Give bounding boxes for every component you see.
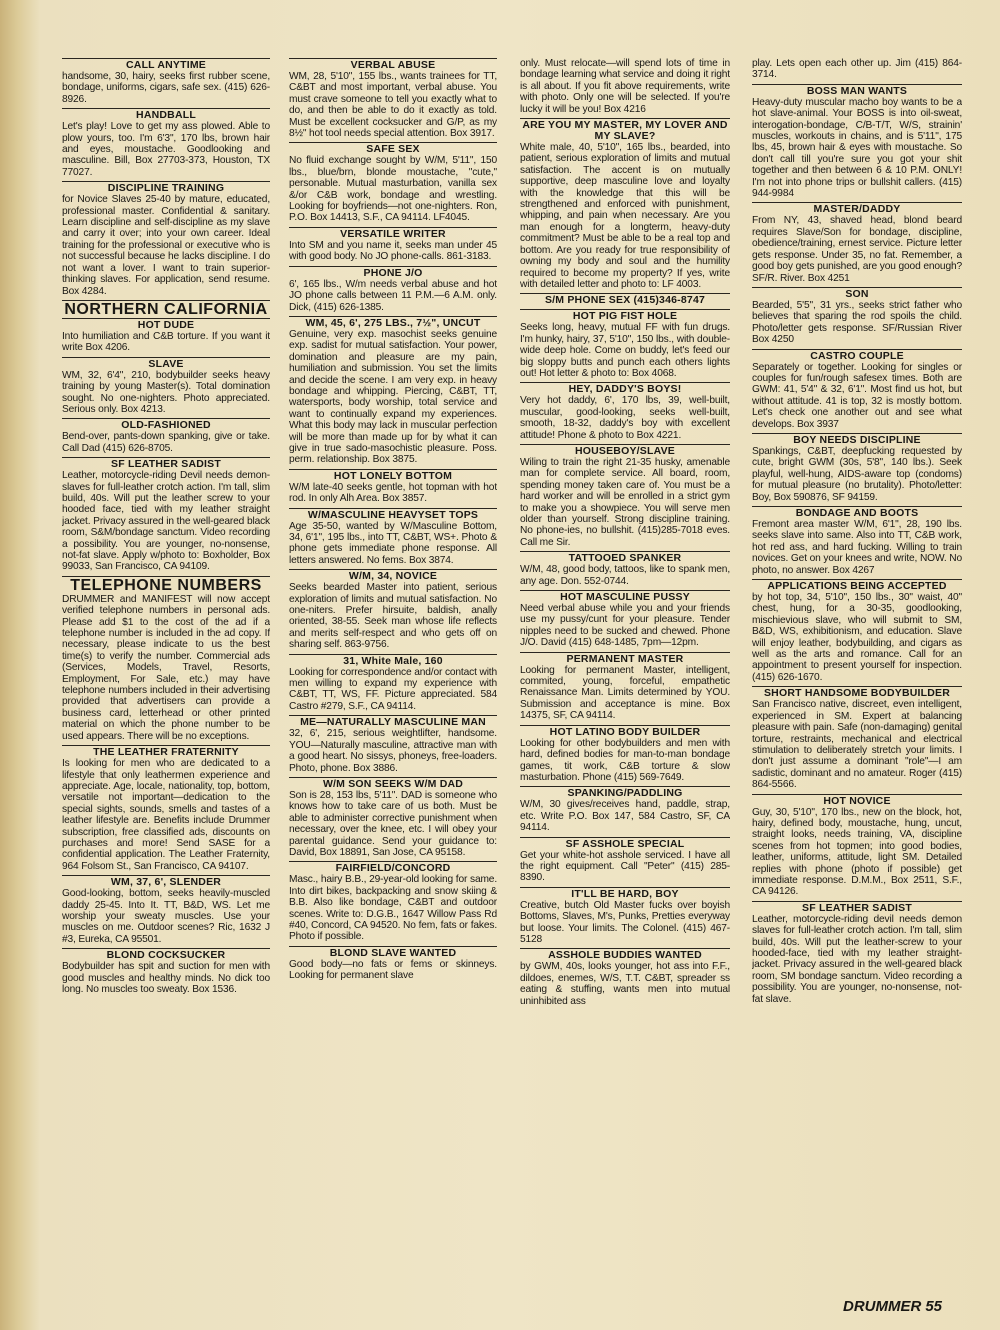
classified-ad — [520, 293, 730, 306]
ad-heading: SF ASSHOLE SPECIAL — [520, 837, 730, 850]
ad-heading: OLD-FASHIONED — [62, 418, 270, 431]
classified-ad — [62, 745, 270, 872]
classified-ad — [289, 58, 497, 139]
page-footer — [839, 1298, 942, 1315]
ad-body: Creative, butch Old Master fucks over boyish Bottoms, Slaves, M's, Punks, Pretties everyway but loose. Your limits. The Colonel. (415) 467-5128 — [520, 899, 730, 945]
ad-body: Separately or together. Looking for singles or couples for fun/rough safesex times. Both are GWM: 41, 5'4" & 32, 6'1". Most find us hot, but without attitude. 41 is top, 32 is mostly bottom. Let's check one another out and see what develops. Box 3937 — [752, 361, 962, 430]
ad-body: Get your white-hot asshole serviced. I have all the right equipment. Call "Peter" (415) 285-8390. — [520, 849, 730, 884]
ad-heading: MASTER/DADDY — [752, 202, 962, 215]
ad-heading: VERBAL ABUSE — [289, 58, 497, 71]
ad-heading: BLOND SLAVE WANTED — [289, 946, 497, 959]
ad-body: Into humiliation and C&B torture. If you want it write Box 4206. — [62, 330, 270, 354]
ad-heading: SAFE SEX — [289, 142, 497, 155]
ad-heading: W/MASCULINE HEAVYSET TOPS — [289, 508, 497, 521]
classified-ad — [752, 506, 962, 576]
ad-heading: HOUSEBOY/SLAVE — [520, 444, 730, 457]
ad-heading: CASTRO COUPLE — [752, 349, 962, 362]
classified-ad — [752, 579, 962, 683]
ad-body: Very hot daddy, 6', 170 lbs, 39, well-built, muscular, good-looking, seeks well-built, smooth, 18-32, daddy's boy with excellent attitude! Phone & photo to Box 4221. — [520, 395, 730, 441]
ad-heading: BLOND COCKSUCKER — [62, 948, 270, 961]
classified-ad — [62, 875, 270, 945]
ad-body: DRUMMER and MANIFEST will now accept verified telephone numbers in personal ads. Please add $1 to the cost of the ad if a telephone number is included in the ad copy. If necessary, please indicate to us the best time(s) to verify the number. Commercial ads (Services, Models, Travel, Resorts, Employment, For Sale, etc.) may have telephone numbers included in their advertising provided that advertisers can provide a business card, letterhead or other printed material on which the phone number to be used appears. There will be no exceptions. — [62, 593, 270, 742]
ad-heading: WM, 45, 6', 275 LBS., 7½", UNCUT — [289, 316, 497, 329]
classified-ad — [62, 181, 270, 297]
ad-body: Good body—no fats or fems or skinneys. Looking for permanent slave — [289, 958, 497, 982]
ad-heading: ME—NATURALLY MASCULINE MAN — [289, 715, 497, 728]
ad-body: Seeks bearded Master into patient, serious exploration of limits and mutual satisfaction. No one-niters. Prefer hirsuite, baldish, anally oriented, 38-55. Seek man whose life reflects and merits self-respect and who gets off on sharing self. 863-9756. — [289, 582, 497, 651]
classified-ad — [289, 946, 497, 982]
page-number: 55 — [925, 1298, 942, 1315]
ad-heading: ARE YOU MY MASTER, MY LOVER AND MY SLAVE? — [520, 118, 730, 142]
section-heading: NORTHERN CALIFORNIA — [62, 300, 270, 318]
classified-ad — [752, 686, 962, 790]
classified-ad — [289, 142, 497, 223]
ad-body: Bend-over, pants-down spanking, give or take. Call Dad (415) 626-8705. — [62, 431, 270, 454]
classified-ad — [289, 715, 497, 774]
ad-body: W/M, 30 gives/receives hand, paddle, strap, etc. Write P.O. Box 147, 584 Castro, SF, CA 94114. — [520, 799, 730, 834]
classified-ad — [289, 508, 497, 567]
classified-ad — [289, 861, 497, 942]
ad-body: Fremont area master W/M, 6'1", 28, 190 lbs. seeks slave into same. Also into TT, C&B work, hot red ass, and hard fucking. Willing to train novices. Get on your knees and write, NOW. No photo, no answer. Box 4267 — [752, 519, 962, 576]
ad-body: No fluid exchange sought by W/M, 5'11", 150 lbs., blue/brn, blonde moustache, "cute," personable. Mutual masturbation, vanilla sex &/or C&B work, bondage and wrestling. Looking for boyfriends—not one-nighters. Ron, P.O. Box 14413, S.F., CA 94114. LF4045. — [289, 155, 497, 224]
ad-heading: PERMANENT MASTER — [520, 652, 730, 665]
classified-ad — [520, 58, 730, 115]
classified-ad — [520, 948, 730, 1007]
ad-body: Let's play! Love to get my ass plowed. Able to plow yours, too. I'm 6'3", 170 lbs, brown hair and eyes, moustache. Goodlooking and masculine. Bill, Box 27703-373, Houston, TX 77027. — [62, 121, 270, 178]
classified-ad — [752, 433, 962, 503]
classified-ad — [752, 349, 962, 430]
ad-heading: DISCIPLINE TRAINING — [62, 181, 270, 194]
ad-heading: APPLICATIONS BEING ACCEPTED — [752, 579, 962, 592]
ad-body: Masc., hairy B.B., 29-year-old looking for same. Into dirt bikes, backpacking and snow skiing & B.B. Also like bondage, C&BT and outdoor scenes. Write to: D.G.B., 1647 Willow Pass Rd #40, Concord, CA 94520. No fem, fats or fakes. Photo if possible. — [289, 874, 497, 943]
classified-ad — [62, 108, 270, 178]
ad-heading: FAIRFIELD/CONCORD — [289, 861, 497, 874]
ad-heading: HEY, DADDY'S BOYS! — [520, 382, 730, 395]
classified-ad — [62, 318, 270, 354]
ad-heading: PHONE J/O — [289, 266, 497, 279]
classified-ad — [62, 357, 270, 416]
ad-body: WM, 28, 5'10", 155 lbs., wants trainees for TT, C&BT and most important, verbal abuse. You must crave someone to tell you exactly what to do, and then be able to do it exactly as told. Must be excellent cocksucker and G/P, as my 8½" hot tool needs special attention. Box 3917. — [289, 71, 497, 140]
ad-body: Into SM and you name it, seeks man under 45 with good body. No JO phone-calls. 861-3183. — [289, 239, 497, 263]
classified-ad — [752, 287, 962, 346]
ad-body: by hot top, 34, 5'10", 150 lbs., 30" waist, 40" chest, hung, for a 30-35, goodlooking, mischievious slave, who will submit to SM, B&D, WS, exhibitionism, and education. Slave will enjoy leather, bodybuilding, and cigars as well as the arts and romance. Call for an appointment to present yourself for inspection. (415) 626-1670. — [752, 592, 962, 683]
ad-heading: HOT NOVICE — [752, 794, 962, 807]
classified-ad — [289, 469, 497, 505]
classified-ad — [62, 418, 270, 454]
ad-body: White male, 40, 5'10", 165 lbs., bearded, into patient, serious exploration of limits and mutual satisfaction. The accent is on mutually supportive, deep masculine love and loyalty with the knowledge that this will be strengthened and enforced with punishment, whipping, and pain when necessary. Are you man enough for a longterm, heavy-duty commitment? Must be able to be a real top and bottom. Are you ready for true responsibility of owning my body and soul and the humility required to become my property? If yes, write with detailed letter and photo to: LF 4003. — [520, 142, 730, 290]
classified-ad — [520, 382, 730, 441]
classified-ad — [289, 266, 497, 313]
column-4 — [752, 58, 962, 1008]
ad-body: Seeks long, heavy, mutual FF with fun drugs. I'm hunky, hairy, 37, 5'10", 150 lbs., with double-wide deep hole. Come on buddy, let's feed our big sloppy butts and punch each others lights out! Hot letter & photo to: Box 4068. — [520, 322, 730, 379]
ad-body: 6', 165 lbs., W/m needs verbal abuse and hot JO phone calls between 11 P.M.—6 A.M. only. Dick, (415) 626-1385. — [289, 278, 497, 313]
ad-body: Bodybuilder has spit and suction for men with good muscles and healthy minds. No dick too long. No muscles too sweaty. Box 1536. — [62, 961, 270, 995]
ad-body: Leather, motorcycle-riding Devil needs demon-slaves for full-leather crotch action. I'm tall, slim build, 40s. Will put the leather screw to your hooded face, tied with my leather straight jacket. Privacy assured in the well-geared black room, S&M/bondage sanctum. Video recording a possibility. You are younger, no-nonsense, not-fat slave. Apply w/photo to: Boxholder, Box 99033, San Francisco, CA 94109. — [62, 470, 270, 573]
ad-body: Looking for permanent Master, intelligent, commited, young, forceful, empathetic Renaissance Man. Limits determined by YOU. Submission and acceptance is mine. Box 14375, SF, CA 94114. — [520, 664, 730, 722]
ad-heading: BOSS MAN WANTS — [752, 84, 962, 97]
ad-heading: THE LEATHER FRATERNITY — [62, 745, 270, 758]
classified-ad — [520, 725, 730, 784]
ad-heading: S/M PHONE SEX (415)346-8747 — [520, 293, 730, 306]
ad-heading: TATTOOED SPANKER — [520, 551, 730, 564]
ad-heading: BOY NEEDS DISCIPLINE — [752, 433, 962, 446]
ad-body: Looking for other bodybuilders and men with hard, defined bodies for man-to-man bondage games, tit work, C&B torture & slow masturbation. Phone (415) 569-7649. — [520, 737, 730, 783]
ad-heading: SF LEATHER SADIST — [752, 901, 962, 914]
ad-heading: WM, 37, 6', SLENDER — [62, 875, 270, 888]
ad-heading: SHORT HANDSOME BODYBUILDER — [752, 686, 962, 699]
classified-ad — [289, 316, 497, 466]
classified-ad — [62, 948, 270, 995]
ad-heading: HOT MASCULINE PUSSY — [520, 590, 730, 603]
ad-heading: VERSATILE WRITER — [289, 227, 497, 240]
classified-ad — [62, 457, 270, 573]
column-3 — [520, 58, 730, 1010]
ad-body: Looking for correspondence and/or contact with men willing to expand my experience with C&BT, TT, WS, FF. Picture appreciated. 584 Castro #279, S.F., CA 94114. — [289, 666, 497, 712]
ad-body: Need verbal abuse while you and your friends use my pussy/cunt for your pleasure. Tender nipples need to be sucked and chewed. Phone J/O. David (415) 648-1485, 7pm—12pm. — [520, 603, 730, 649]
classified-ad — [289, 654, 497, 713]
classified-ad — [289, 227, 497, 263]
classified-ad — [752, 794, 962, 898]
ad-heading: HOT LATINO BODY BUILDER — [520, 725, 730, 738]
ad-heading: W/M SON SEEKS W/M DAD — [289, 777, 497, 790]
ad-body: Guy, 30, 5'10", 170 lbs., new on the block, hot, hairy, defined body, moustache, hung, uncut, straight looks, needs training, VA, discipline scenes from hot topmen; into good bodies, leather, uniforms, attitude, light SM. Detailed replies with phone (photo if possible) get immediate response. D.M.M., Box 2511, S.F., CA 94126. — [752, 806, 962, 898]
section-heading: TELEPHONE NUMBERS — [62, 576, 270, 594]
ad-body: play. Lets open each other up. Jim (415) 864-3714. — [752, 58, 962, 81]
classified-ad — [752, 202, 962, 283]
classified-ad — [520, 786, 730, 833]
classified-ad — [520, 590, 730, 649]
ad-body: W/M, 48, good body, tattoos, like to spank men, any age. Don. 552-0744. — [520, 564, 730, 587]
ad-body: Spankings, C&BT, deepfucking requested by cute, bright GWM (30s, 5'8", 140 lbs.). Seek playful, well-hung, AIDS-aware top (condoms) for mutual pleasure (no brutality). Photo/letter: Boy, Box 590876, SF 94159. — [752, 445, 962, 503]
ad-body: handsome, 30, hairy, seeks first rubber scene, bondage, uniforms, cigars, safe sex. (415) 626-8926. — [62, 71, 270, 105]
ad-body: for Novice Slaves 25-40 by mature, educated, professional master. Confidential & sanitary. Learn discipline and self-discipline as my slave and carry it over; into your own career. Ideal training for the professional or executive who is not successful because he lacks discipline. I do not want a lover. I want to train superior-thinking slaves. For application, send resume. Box 4284. — [62, 194, 270, 297]
ad-heading: HOT PIG FIST HOLE — [520, 309, 730, 322]
ad-body: by GWM, 40s, looks younger, hot ass into F.F., dildoes, enemes, W/S, T.T. C&BT, spreader ss eating & stuffing, wants men into mutual uninhibited ass — [520, 961, 730, 1007]
ad-body: Heavy-duty muscular macho boy wants to be a hot slave-animal. Your BOSS is into oil-sweat, interogation-bondage, C/B-T/T, W/S, strainin' muscles, workouts in chains, and is 5'11", 175 lbs, 45, brown hair & eyes with moustache. So don't call till you're sure you got your shit together and then between 6 & 10 P.M. ONLY! I'm not into phone trips or bullshit callers. (415) 944-9984 — [752, 96, 962, 200]
ad-body: Wiling to train the right 21-35 husky, amenable man for complete service. All board, room, spending money taken care of. You must be a hard worker and will be enrolled in a strict gym to make you a showpiece. You will serve men older than yourself. Strong discipline training. No phone-ies, no bullshit. (415)285-7018 eves. Call me Sir. — [520, 456, 730, 548]
classified-ad — [289, 777, 497, 858]
ad-heading: HOT DUDE — [62, 318, 270, 331]
ad-body: Genuine, very exp. masochist seeks genuine exp. sadist for mutual satisfaction. Your power, domination and pleasure are my pain, humiliation and submission. You set the limits and decide the scene. I am very exp. in heavy bondage and whipping. Piercing, C&BT, TT, watersports, body worship, total service and want to continually expand my experiences. What this body may lack in muscular perfection will be more than made up for by what it can give in true sado-masochistic pleasure. Poss. perm. relationship. Box 3875. — [289, 328, 497, 466]
ad-body: Good-looking, bottom, seeks heavily-muscled daddy 25-45. Into It. TT, B&D, WS. Let me worship your sweaty muscles. Use your muscles on me. Outdoor scenes? Ric, 1632 J #3, Eureka, CA 95501. — [62, 888, 270, 945]
ad-heading: SON — [752, 287, 962, 300]
ad-body: San Francisco native, discreet, even intelligent, experienced in SM. Expert at balancing pleasure with pain. Safe (non-damaging) genital torture, restraints, mechanical and electrical stimulation to deliberately stretch your limits. I don't just assume a dominant "role"—I am sadistic, dominant and no amateur. Roger (415) 864-5566. — [752, 699, 962, 791]
classified-ad — [520, 118, 730, 290]
classified-ad — [520, 309, 730, 379]
magazine-name: DRUMMER — [842, 1298, 922, 1315]
ad-body: Leather, motorcycle-riding devil needs demon slaves for full-leather crotch action. I'm tall, slim build, 40s. Will put the leather-screw to your hooded-face, tied with my leather straight-jacket. Privacy assured in the well-geared black room, SM bondage sanctum. Video recording a possibility. You are younger, no-nonsense, not-fat slave. — [752, 913, 962, 1005]
classified-ad — [62, 594, 270, 742]
ad-heading: 31, White Male, 160 — [289, 654, 497, 667]
ad-heading: SPANKING/PADDLING — [520, 786, 730, 799]
ad-heading: HOT LONELY BOTTOM — [289, 469, 497, 482]
ad-body: 32, 6', 215, serious weightlifter, handsome. YOU—Naturally masculine, attractive man with a good heart. No sissys, phoneys, free-loaders. Photo, phone. Box 3886. — [289, 728, 497, 774]
ad-heading: CALL ANYTIME — [62, 58, 270, 71]
column-2 — [289, 58, 497, 985]
ad-body: From NY, 43, shaved head, blond beard requires Slave/Son for bondage, discipline, obedience/training, ernest service. Picture letter gets response. Under 35, no fat. Remember, a good boy gets punished, are you good enough? SF/R. River. Box 4251 — [752, 215, 962, 284]
ad-heading: ASSHOLE BUDDIES WANTED — [520, 948, 730, 961]
classified-ad — [520, 444, 730, 548]
ad-body: Son is 28, 153 lbs, 5'11". DAD is someone who knows how to take care of us both. Must be able to administer corrective punishment when necessary, over the knee, etc. I will obey your parental guidance. Send your guidance to: David, Box 18891, San Jose, CA 95158. — [289, 789, 497, 858]
classified-ad — [520, 652, 730, 722]
classified-ad — [752, 901, 962, 1005]
ad-heading: BONDAGE AND BOOTS — [752, 506, 962, 519]
classified-ad — [62, 58, 270, 105]
classified-ad — [520, 887, 730, 946]
ad-body: only. Must relocate—will spend lots of time in bondage learning what service and doing it right is all about. If you fit above requirements, write with photo. Only one will be selected. If you're lucky it will be you! Box 4216 — [520, 58, 730, 115]
classified-ad — [520, 837, 730, 884]
ad-body: W/M late-40 seeks gentle, hot topman with hot rod. In only Alh Area. Box 3857. — [289, 481, 497, 505]
ad-heading: HANDBALL — [62, 108, 270, 121]
column-1 — [62, 58, 270, 998]
ad-body: Age 35-50, wanted by W/Masculine Bottom, 34, 6'1", 195 lbs., into TT, C&BT, WS+. Photo & phone gets immediate phone response. All letters answered. No fems. Box 3874. — [289, 520, 497, 566]
ad-heading: IT'LL BE HARD, BOY — [520, 887, 730, 900]
classified-ad — [520, 551, 730, 587]
classified-ad — [752, 84, 962, 200]
ad-body: Bearded, 5'5", 31 yrs., seeks strict father who believes that sparing the rod spoils the child. Photo/letter gets response. SF/Russian River Box 4250 — [752, 299, 962, 346]
ad-body: WM, 32, 6'4", 210, bodybuilder seeks heavy training by young Master(s). Total domination sought. No one-nighters. Photo appreciated. Serious only. Box 4213. — [62, 369, 270, 415]
classified-ad — [752, 58, 962, 81]
ad-heading: SF LEATHER SADIST — [62, 457, 270, 470]
classified-ad — [289, 569, 497, 650]
ad-heading: W/M, 34, NOVICE — [289, 569, 497, 582]
ad-body: Is looking for men who are dedicated to a lifestyle that only leathermen experience and appreciate. Age, locale, nationality, top, bottom, versatile not important—dedication to the special sights, sounds, smells and tastes of a leather lifestyle are. Benefits include Drummer subscription, free classified ads, discounts on purchases and more! Send SASE for a confidential application. The Leather Fraternity, 964 Folsom St., San Francisco, CA 94107. — [62, 758, 270, 872]
ad-heading: SLAVE — [62, 357, 270, 370]
